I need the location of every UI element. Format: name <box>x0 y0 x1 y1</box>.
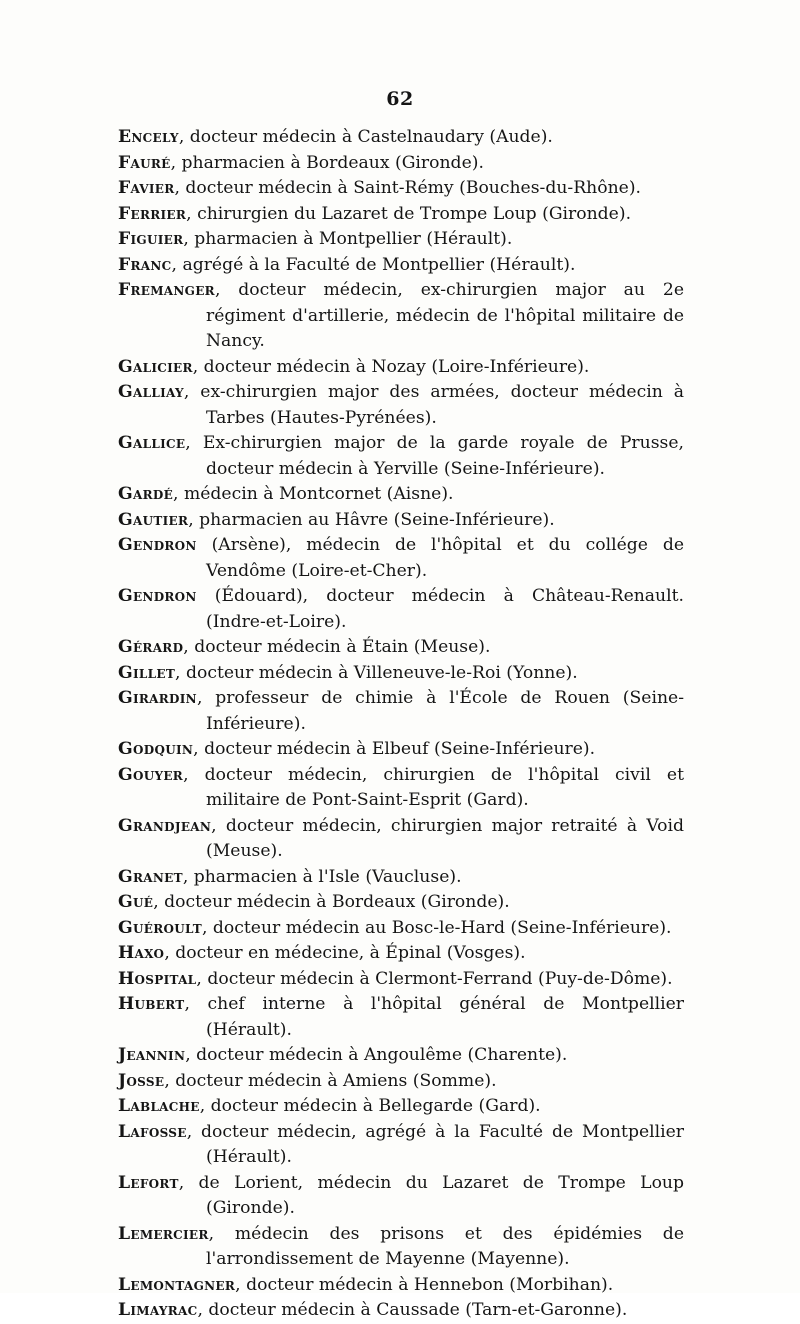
page-number: 62 <box>386 88 414 110</box>
list-item <box>118 967 684 993</box>
entry-description: , docteur médecin à Saint-Rémy (Bouches-du-Rhône). <box>174 178 642 198</box>
entry-name: Guéroult <box>118 917 202 938</box>
list-item <box>118 380 684 431</box>
list-item <box>118 737 684 763</box>
entry-description: , pharmacien à Bordeaux (Gironde). <box>170 152 484 173</box>
entry-name: Granet <box>118 866 183 887</box>
list-item <box>118 355 684 381</box>
entry-description: , Ex-chirurgien major de la garde royale de Prusse, docteur médecin à Yerville (Seine-Inférieure). <box>185 433 684 479</box>
entry-description: , médecin des prisons et des épidémies de l'arrondissement de Mayenne (Mayenne). <box>206 1223 684 1269</box>
entry-description: , pharmacien à Montpellier (Hérault). <box>183 229 513 249</box>
entry-description: , agrégé à la Faculté de Montpellier (Hérault). <box>171 254 576 275</box>
entry-description: , professeur de chimie à l'École de Rouen (Seine-Inférieure). <box>196 688 684 734</box>
list-item <box>118 278 684 355</box>
entry-name: Limayrac <box>118 1300 198 1320</box>
list-item <box>118 916 684 942</box>
entry-name: Galicier <box>118 356 193 377</box>
list-item <box>118 202 684 228</box>
entry-description: , docteur médecin, chirurgien de l'hôpital civil et militaire de Pont-Saint-Esprit (Gard). <box>183 764 684 810</box>
list-item <box>118 1298 684 1324</box>
entry-name: Fremanger <box>118 280 215 300</box>
entry-description: , docteur médecin, chirurgien major retraité à Void (Meuse). <box>206 815 684 861</box>
entry-description: , de Lorient, médecin du Lazaret de Trompe Loup (Gironde). <box>178 1172 684 1218</box>
entry-description: , docteur médecin, ex-chirurgien major au 2e régiment d'artillerie, médecin de l'hôpital militaire de Nancy. <box>206 280 684 351</box>
entry-description: , docteur en médecine, à Épinal (Vosges). <box>164 943 526 963</box>
list-item <box>118 176 684 202</box>
entry-name: Franc <box>118 254 172 275</box>
entry-description: , docteur médecin à Hennebon (Morbihan). <box>235 1274 614 1295</box>
entry-description: , docteur médecin à Angoulême (Charente). <box>185 1045 568 1065</box>
entry-description: , docteur médecin à Amiens (Somme). <box>164 1070 497 1091</box>
list-item <box>118 1273 684 1299</box>
entry-name: Haxo <box>118 943 165 963</box>
list-item <box>118 227 684 253</box>
list-item <box>118 253 684 279</box>
list-item <box>118 1171 684 1222</box>
entry-description: , pharmacien à l'Isle (Vaucluse). <box>182 866 462 887</box>
list-item <box>118 533 684 584</box>
entry-name: Grandjean <box>118 815 212 836</box>
list-item <box>118 1043 684 1069</box>
entry-description: , médecin à Montcornet (Aisne). <box>173 484 454 504</box>
list-item <box>118 431 684 482</box>
entry-name: Godquin <box>118 739 194 759</box>
entry-name: Ferrier <box>118 203 187 224</box>
entry-name: Encely <box>118 127 179 147</box>
entry-name: Gendron <box>118 586 197 606</box>
entry-description: , docteur médecin à Bordeaux (Gironde). <box>153 892 510 912</box>
entry-description: , docteur médecin à Clermont-Ferrand (Puy-de-Dôme). <box>196 968 673 989</box>
entry-name: Hubert <box>118 994 185 1014</box>
list-item <box>118 865 684 891</box>
list-item <box>118 635 684 661</box>
entry-name: Lemercier <box>118 1223 209 1244</box>
entry-name: Gallice <box>118 433 186 453</box>
entry-name: Jeannin <box>118 1045 186 1065</box>
list-item <box>118 814 684 865</box>
entry-description: , docteur médecin à Caussade (Tarn-et-Garonne). <box>197 1300 628 1320</box>
entry-description: , chef interne à l'hôpital général de Montpellier (Hérault). <box>184 994 684 1040</box>
list-item <box>118 482 684 508</box>
entry-description: (Arsène), médecin de l'hôpital et du collége de Vendôme (Loire-et-Cher). <box>196 535 684 581</box>
list-item <box>118 508 684 534</box>
entry-name: Girardin <box>118 688 197 708</box>
entry-name: Fauré <box>118 152 171 173</box>
entry-name: Lablache <box>118 1096 200 1116</box>
entry-name: Gautier <box>118 509 189 530</box>
entry-description: , docteur médecin à Bellegarde (Gard). <box>199 1096 541 1116</box>
list-item <box>118 941 684 967</box>
list-item <box>118 763 684 814</box>
list-item <box>118 686 684 737</box>
list-item <box>118 151 684 177</box>
list-item <box>118 661 684 687</box>
entry-description: (Édouard), docteur médecin à Château-Renault. (Indre-et-Loire). <box>196 586 684 632</box>
list-item <box>118 125 684 151</box>
entry-name: Hospital <box>118 968 197 989</box>
entry-name: Gérard <box>118 637 184 657</box>
entry-description: , pharmacien au Hâvre (Seine-Inférieure). <box>188 509 555 530</box>
list-item <box>118 584 684 635</box>
entry-description: , docteur médecin à Nozay (Loire-Inférieure). <box>192 356 590 377</box>
entry-name: Lefort <box>118 1172 179 1193</box>
entry-name: Gué <box>118 892 154 912</box>
entry-name: Gillet <box>118 662 176 683</box>
entry-description: , docteur médecin à Villeneuve-le-Roi (Yonne). <box>175 662 578 683</box>
entry-name: Lemontagner <box>118 1274 236 1295</box>
entry-name: Lafosse <box>118 1121 187 1142</box>
entry-description: , docteur médecin au Bosc-le-Hard (Seine-Inférieure). <box>201 917 672 938</box>
entry-name: Gouyer <box>118 764 184 785</box>
entry-description: , chirurgien du Lazaret de Trompe Loup (Gironde). <box>186 203 632 224</box>
list-item <box>118 890 684 916</box>
entry-name: Josse <box>118 1070 165 1091</box>
list-item <box>118 1094 684 1120</box>
entry-name: Gendron <box>118 535 197 555</box>
list-item <box>118 1222 684 1273</box>
entry-description: , docteur médecin à Castelnaudary (Aude). <box>178 127 553 147</box>
list-item <box>118 992 684 1043</box>
entry-description: , docteur médecin à Étain (Meuse). <box>183 637 491 657</box>
list-item <box>118 1120 684 1171</box>
entry-description: , docteur médecin à Elbeuf (Seine-Inférieure). <box>193 739 596 759</box>
entry-name: Favier <box>118 178 175 198</box>
entry-name: Gardé <box>118 484 174 504</box>
entry-description: , docteur médecin, agrégé à la Faculté de Montpellier (Hérault). <box>186 1121 684 1167</box>
entry-name: Figuier <box>118 229 184 249</box>
list-item <box>118 1069 684 1095</box>
entry-description: , ex-chirurgien major des armées, docteur médecin à Tarbes (Hautes-Pyrénées). <box>183 382 684 428</box>
entry-name: Galliay <box>118 382 184 402</box>
subscriber-list <box>118 125 684 1324</box>
